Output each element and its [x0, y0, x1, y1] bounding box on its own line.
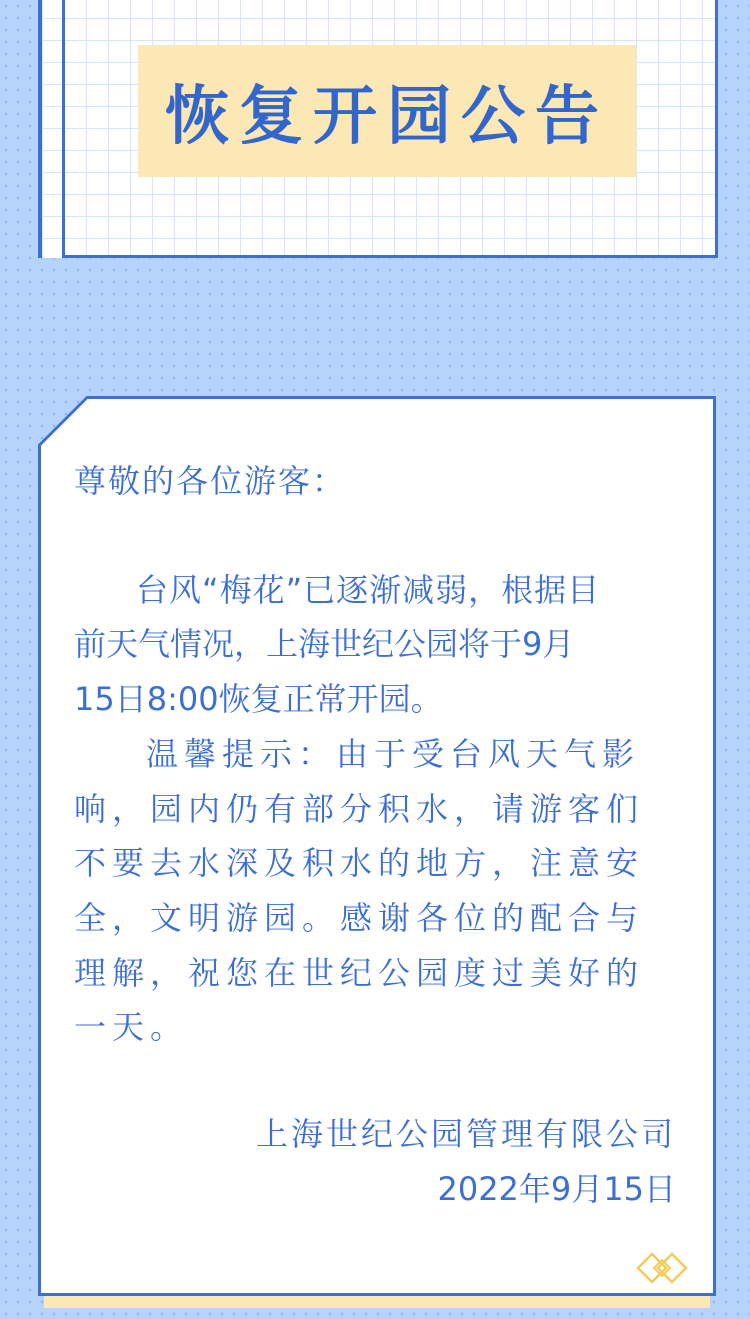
greeting: 尊敬的各位游客： — [74, 462, 347, 500]
page-title: 恢复开园公告 — [165, 80, 609, 154]
paragraph-line: 前天气情况，上海世纪公园将于9月 — [74, 625, 575, 663]
bottom-strip — [44, 1296, 710, 1308]
paragraph-line: 15日8:00恢复正常开园。 — [74, 680, 443, 718]
paragraph-line: 全，文明游园。感谢各位的配合与 — [74, 899, 645, 937]
paragraph-line: 一天。 — [74, 1008, 189, 1046]
paragraph-line: 温馨提示：由于受台风天气影 — [146, 735, 641, 773]
paragraph-line: 响，园内仍有部分积水，请游客们 — [74, 790, 645, 828]
paragraph-line: 理解，祝您在世纪公园度过美好的 — [74, 954, 645, 992]
title-banner — [138, 45, 636, 177]
notice-date: 2022年9月15日 — [437, 1170, 676, 1208]
signature: 上海世纪公园管理有限公司 — [255, 1115, 676, 1153]
paragraph-line: 台风“梅花”已逐渐减弱，根据目 — [136, 571, 601, 609]
diamond-pattern-icon — [636, 1250, 696, 1286]
paragraph-line: 不要去水深及积水的地方，注意安 — [74, 844, 645, 882]
